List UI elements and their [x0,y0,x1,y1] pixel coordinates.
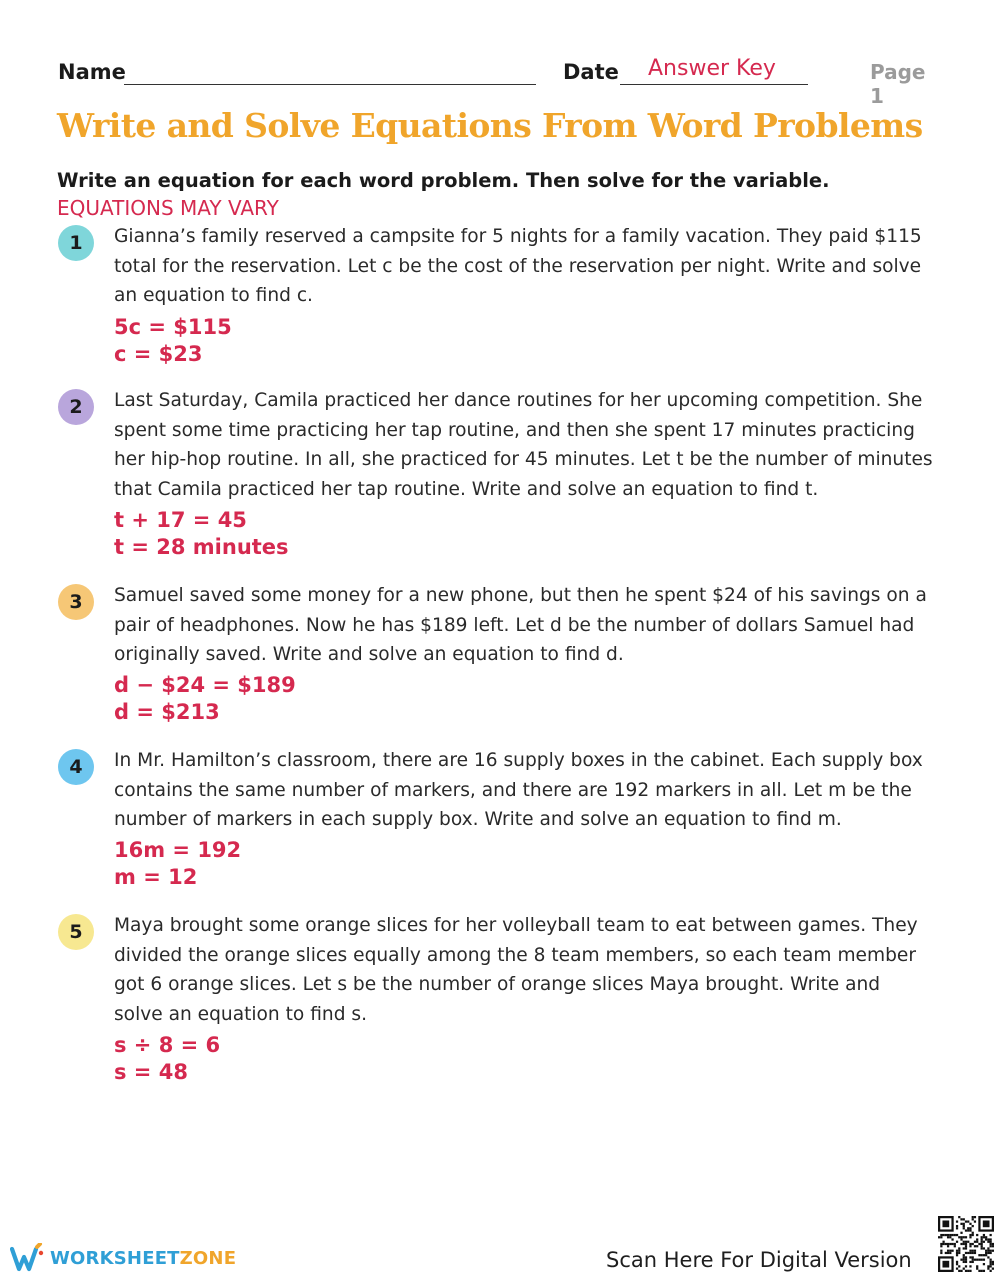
answer-solution: s = 48 [114,1059,188,1084]
logo-text-primary: WORKSHEET [50,1248,180,1269]
problem-number-badge: 3 [58,584,94,620]
answer-block [114,507,289,560]
answer-block [114,672,296,725]
problem-text: In Mr. Hamilton’s classroom, there are 16 supply boxes in the cabinet. Each supply box contains the same number of markers, and there are 192 markers in all. Let m be the number of markers in each supply box. Write and solve an equation to find m. [114,750,923,830]
instructions: Write an equation for each word problem. Then solve for the variable. [57,169,830,192]
worksheet-header [58,56,942,108]
name-label: Name [58,60,126,84]
answer-solution: d = $213 [114,699,220,724]
worksheet-title: Write and Solve Equations From Word Problems [57,106,923,145]
problem-text: Gianna’s family reserved a campsite for 5 nights for a family vacation. They paid $115 total for the reservation. Let c be the cost of the reservation per night. Write and solve an equation to find c. [114,226,922,306]
answer-block [114,837,241,890]
problem-number-badge: 4 [58,749,94,785]
logo-mark-icon [10,1243,46,1273]
answer-equation: s ÷ 8 = 6 [114,1033,221,1057]
problem-text: Samuel saved some money for a new phone, but then he spent $24 of his savings on a pair of headphones. Now he has $189 left. Let d be the number of dollars Samuel had originally saved. Write and solve an equation to find d. [114,585,927,665]
scan-instruction: Scan Here For Digital Version [606,1248,912,1272]
answer-equation: 5c = $115 [114,315,232,339]
logo-text [50,1248,236,1269]
page-number: Page 1 [870,60,926,108]
problem-text: Maya brought some orange slices for her volleyball team to eat between games. They divided the orange slices equally among the 8 team members, so each team member got 6 orange slices. Let s be the number of orange slices Maya brought. Write and solve an equation to find s. [114,915,918,1025]
answer-solution: m = 12 [114,864,198,889]
problem-text: Last Saturday, Camila practiced her dance routines for her upcoming competition. She spent some time practicing her tap routine, and then she spent 17 minutes practicing her hip-hop routine. In all, she practiced for 45 minutes. Let t be the number of minutes that Camila practiced her tap routine. Write and solve an equation to find t. [114,390,933,500]
date-label: Date [563,60,619,84]
answer-equation: d − $24 = $189 [114,673,296,697]
problem-number-badge: 1 [58,225,94,261]
answer-block [114,1032,220,1085]
answer-solution: t = 28 minutes [114,534,289,559]
worksheetzone-logo[interactable] [10,1243,237,1275]
date-line[interactable] [620,84,808,85]
answer-solution: c = $23 [114,341,203,366]
answer-block [114,314,232,367]
qr-code-icon[interactable] [938,1216,994,1272]
answer-equation: 16m = 192 [114,838,242,862]
name-line[interactable] [124,84,536,85]
problem-number-badge: 5 [58,914,94,950]
problem-number-badge: 2 [58,389,94,425]
answer-equation: t + 17 = 45 [114,508,247,532]
logo-text-secondary: ZONE [179,1248,237,1269]
answer-note: EQUATIONS MAY VARY [57,196,279,220]
date-value: Answer Key [648,56,776,81]
